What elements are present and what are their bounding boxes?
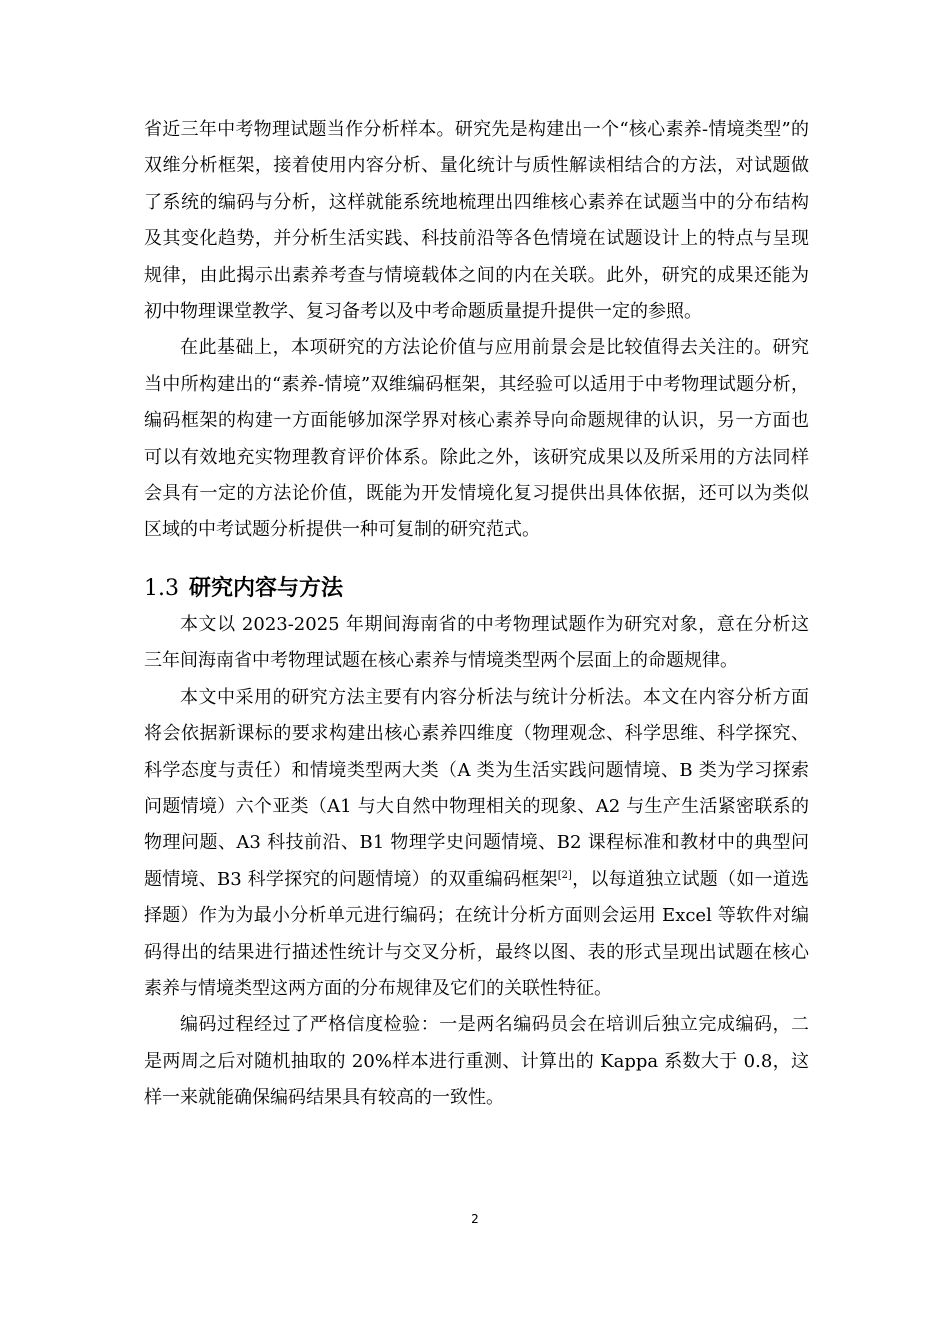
citation-ref[interactable]: [2] [557,869,572,881]
document-page [144,112,809,1117]
section-heading [144,571,809,607]
page-number: 2 [471,1212,479,1226]
section-number: 1.3 [144,575,179,601]
paragraph-research-object: 本文以 2023-2025 年期间海南省的中考物理试题作为研究对象，意在分析这三年间海南省中考物理试题在核心素养与情境类型两个层面上的命题规律。 [144,613,809,672]
paragraph-reliability: 编码过程经过了严格信度检验：一是两名编码员会在培训后独立完成编码，二是两周之后对随机抽取的 20%样本进行重测、计算出的 Kappa 系数大于 0.8，这样一来就能确保编码结果具有较高的一致性。 [144,1014,809,1109]
section-title: 研究内容与方法 [189,575,344,601]
methods-text: 本文中采用的研究方法主要有内容分析法与统计分析法。本文在内容分析方面将会依据新课标的要求构建出核心素养四维度（物理观念、科学思维、科学探究、科学态度与责任）和情境类型两大类（A 类为生活实践问题情境、B 类为学习探索问题情境）六个亚类（A1 与大自然中物理相关的现象、A2 与生产生活紧密联系的物理问题、A3 科技前沿、B1 物理学史问题情境、B2 课程标准和教材中的典型问题情境、B3 科学探究的问题情境）的双重编码框架 [144,686,809,890]
methods-text-continued: ，以每道独立试题（如一道选择题）作为为最小分析单元进行编码；在统计分析方面则会运用 Excel 等软件对编码得出的结果进行描述性统计与交叉分析，最终以图、表的形式呈现出试题在核心素养与情境类型这两方面的分布规律及它们的关联性特征。 [144,868,810,999]
paragraph-value: 在此基础上，本项研究的方法论价值与应用前景会是比较值得去关注的。研究当中所构建出的“素养-情境”双维编码框架，其经验可以适用于中考物理试题分析，编码框架的构建一方面能够加深学界对核心素养导向命题规律的认识，另一方面也可以有效地充实物理教育评价体系。除此之外，该研究成果以及所采用的方法同样会具有一定的方法论价值，既能为开发情境化复习提供出具体依据，还可以为类似区域的中考试题分析提供一种可复制的研究范式。 [144,337,809,541]
paragraph-methods [144,680,809,1008]
paragraph-continuation: 省近三年中考物理试题当作分析样本。研究先是构建出一个“核心素养-情境类型”的双维分析框架，接着使用内容分析、量化统计与质性解读相结合的方法，对试题做了系统的编码与分析，这样就能系统地梳理出四维核心素养在试题当中的分布结构及其变化趋势，并分析生活实践、科技前沿等各色情境在试题设计上的特点与呈现规律，由此揭示出素养考查与情境载体之间的内在关联。此外，研究的成果还能为初中物理课堂教学、复习备考以及中考命题质量提升提供一定的参照。 [144,119,809,323]
